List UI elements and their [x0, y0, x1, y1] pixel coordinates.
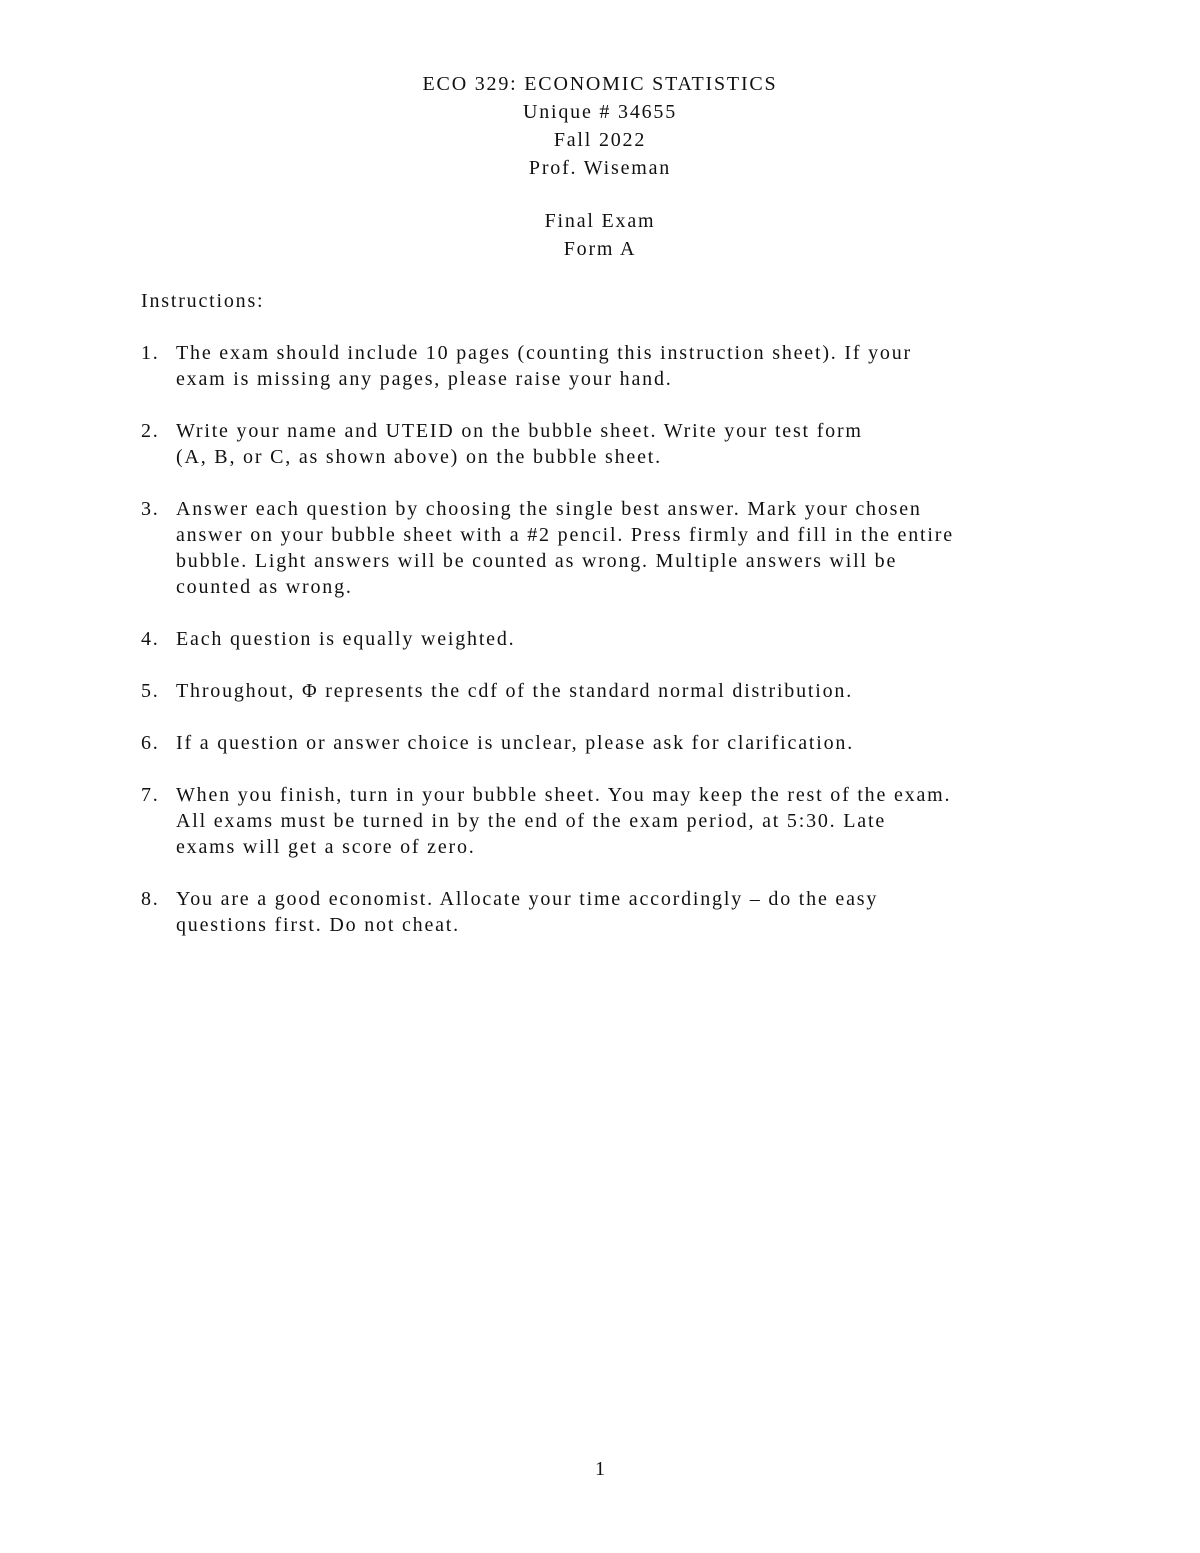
instruction-text-line: questions first. Do not cheat.: [176, 914, 460, 936]
instruction-text-line: Answer each question by choosing the single best answer. Mark your chosen: [176, 498, 922, 520]
instruction-text-line: bubble. Light answers will be counted as wrong. Multiple answers will be: [176, 550, 898, 572]
instruction-number: 7.: [141, 784, 160, 806]
instruction-number: 2.: [141, 420, 160, 442]
instruction-text-line: exams will get a score of zero.: [176, 836, 476, 858]
instruction-item: [141, 496, 1101, 600]
instruction-text-line: Write your name and UTEID on the bubble sheet. Write your test form: [176, 420, 863, 442]
instruction-number: 3.: [141, 498, 160, 520]
instruction-number: 5.: [141, 680, 160, 702]
header-spacer: [0, 182, 1200, 207]
course-title: ECO 329: ECONOMIC STATISTICS: [422, 73, 778, 95]
instruction-item: [141, 340, 1101, 392]
instruction-number: 6.: [141, 732, 160, 754]
instruction-text-line: You are a good economist. Allocate your time accordingly – do the easy: [176, 888, 879, 910]
instruction-item: [141, 730, 1101, 756]
instructions-list: [141, 340, 1101, 964]
term: Fall 2022: [553, 129, 647, 151]
instruction-text-line: Throughout, Φ represents the cdf of the standard normal distribution.: [176, 680, 854, 702]
instruction-number: 1.: [141, 342, 160, 364]
instruction-item: [141, 782, 1101, 860]
exam-header: [0, 70, 1200, 263]
instruction-text-line: If a question or answer choice is unclear, please ask for clarification.: [176, 732, 855, 754]
instruction-item: [141, 626, 1101, 652]
instruction-text-line: When you finish, turn in your bubble sheet. You may keep the rest of the exam.: [176, 784, 952, 806]
instruction-item: [141, 678, 1101, 704]
instruction-text-line: All exams must be turned in by the end of the exam period, at 5:30. Late: [176, 810, 886, 832]
instructions-heading: Instructions:: [141, 290, 265, 312]
unique-number: Unique # 34655: [522, 101, 678, 123]
instruction-number: 4.: [141, 628, 160, 650]
instruction-text-line: answer on your bubble sheet with a #2 pencil. Press firmly and fill in the entire: [176, 524, 954, 546]
instruction-number: 8.: [141, 888, 160, 910]
instruction-text-line: The exam should include 10 pages (counting this instruction sheet). If your: [176, 342, 912, 364]
instruction-text-line: counted as wrong.: [176, 576, 353, 598]
page-number: 1: [595, 1458, 605, 1480]
professor-name: Prof. Wiseman: [528, 157, 672, 179]
exam-form: Form A: [563, 238, 637, 260]
instruction-item: [141, 886, 1101, 938]
instruction-text-line: (A, B, or C, as shown above) on the bubble sheet.: [176, 446, 662, 468]
instruction-text-line: Each question is equally weighted.: [176, 628, 516, 650]
instruction-text-line: exam is missing any pages, please raise your hand.: [176, 368, 673, 390]
exam-title: Final Exam: [544, 210, 656, 232]
instruction-item: [141, 418, 1101, 470]
